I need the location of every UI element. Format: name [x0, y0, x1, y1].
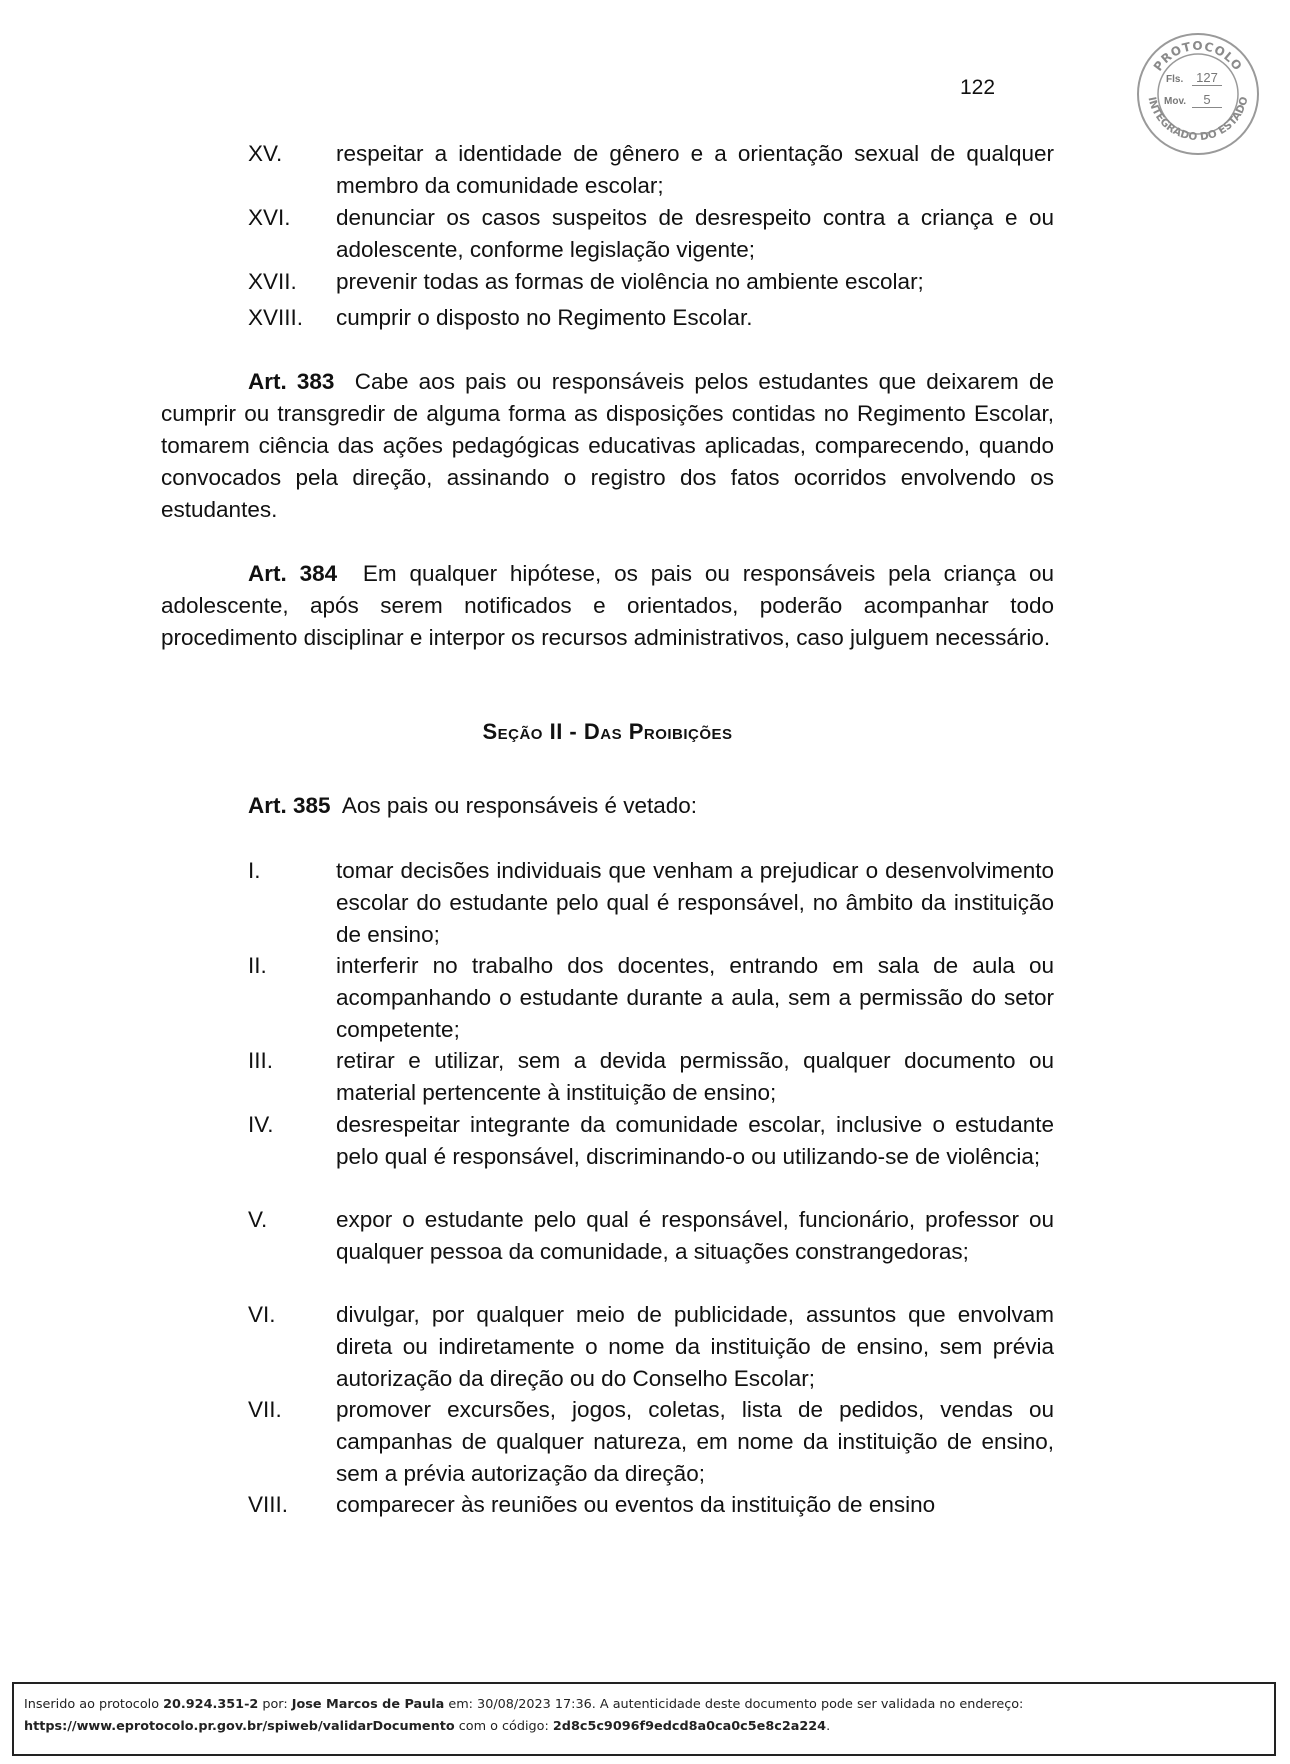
stamp-top-text: PROTOCOLO	[1150, 39, 1246, 74]
list-item	[248, 1489, 1054, 1521]
item-number: I.	[248, 858, 261, 883]
item-text: interferir no trabalho dos docentes, entrando em sala de aula ou acompanhando o estudante durante a aula, sem a permissão do setor competente;	[336, 953, 1054, 1042]
validation-code: 2d8c5c9096f9edcd8a0ca0c5e8c2a224	[552, 1719, 827, 1734]
item-number: VIII.	[248, 1492, 289, 1517]
stamp-fls-label: Fls.	[1166, 74, 1184, 85]
list-item	[248, 138, 1054, 202]
stamp-mov-value: 5	[1192, 92, 1222, 108]
list-item	[248, 1109, 1054, 1173]
protocol-stamp	[1136, 32, 1260, 156]
list-item	[248, 1299, 1054, 1395]
article-384	[161, 558, 1054, 654]
section-title: Seção II - Das Proibições	[482, 719, 733, 744]
validation-url[interactable]: https://www.eprotocolo.pr.gov.br/spiweb/validarDocumento	[24, 1719, 455, 1734]
article-label: Art. 385	[248, 793, 331, 818]
item-number: VI.	[248, 1302, 276, 1327]
article-label: Art. 383	[248, 369, 335, 394]
list-item	[248, 266, 1054, 298]
item-number: III.	[248, 1048, 274, 1073]
footer-text: Inserido ao protocolo	[24, 1697, 164, 1712]
item-text: retirar e utilizar, sem a devida permissão, qualquer documento ou material pertencente à instituição de ensino;	[336, 1048, 1054, 1105]
item-number: XVI.	[248, 205, 291, 230]
list-item	[248, 950, 1054, 1046]
stamp-bottom-text: INTEGRADO DO ESTADO	[1145, 95, 1251, 144]
item-number: V.	[248, 1207, 268, 1232]
item-text: divulgar, por qualquer meio de publicidade, assuntos que envolvam direta ou indiretamente o nome da instituição de ensino, sem prévia autorização da direção ou do Conselho Escolar;	[336, 1302, 1054, 1391]
article-label: Art. 384	[248, 561, 338, 586]
footer-text: por:	[258, 1697, 292, 1712]
list-item	[248, 1045, 1054, 1109]
stamp-fls-value: 127	[1192, 70, 1222, 86]
protocol-number: 20.924.351-2	[163, 1697, 259, 1712]
footer-text: com o código:	[454, 1719, 553, 1734]
item-number: IV.	[248, 1112, 274, 1137]
item-number: XVIII.	[248, 305, 304, 330]
footer-text: em: 30/08/2023 17:36. A autenticidade deste documento pode ser validada no endereço:	[444, 1697, 1024, 1712]
item-text: expor o estudante pelo qual é responsável, funcionário, professor ou qualquer pessoa da comunidade, a situações constrangedoras;	[336, 1207, 1054, 1264]
authentication-footer	[12, 1682, 1276, 1756]
item-text: promover excursões, jogos, coletas, lista de pedidos, vendas ou campanhas de qualquer natureza, em nome da instituição de ensino, sem a prévia autorização da direção;	[336, 1397, 1054, 1486]
list-item	[248, 1394, 1054, 1490]
list-item	[248, 1204, 1054, 1268]
article-text: Em qualquer hipótese, os pais ou responsáveis pela criança ou adolescente, após serem notificados e orientados, poderão acompanhar todo procedimento disciplinar e interpor os recursos administrativos, caso julguem necessário.	[161, 561, 1054, 650]
footer-text: .	[826, 1719, 831, 1734]
item-number: XVII.	[248, 269, 297, 294]
item-text: denunciar os casos suspeitos de desrespeito contra a criança e ou adolescente, conforme legislação vigente;	[336, 205, 1054, 262]
item-text: cumprir o disposto no Regimento Escolar.	[336, 305, 753, 330]
item-text: desrespeitar integrante da comunidade escolar, inclusive o estudante pelo qual é responsável, discriminando-o ou utilizando-se de violência;	[336, 1112, 1054, 1169]
author-name: Jose Marcos de Paula	[291, 1697, 445, 1712]
article-383	[161, 366, 1054, 526]
item-number: XV.	[248, 141, 283, 166]
item-number: II.	[248, 953, 267, 978]
list-item	[248, 202, 1054, 266]
page-number: 122	[960, 76, 996, 99]
stamp-mov-label: Mov.	[1164, 96, 1187, 107]
article-text: Cabe aos pais ou responsáveis pelos estudantes que deixarem de cumprir ou transgredir de alguma forma as disposições contidas no Regimento Escolar, tomarem ciência das ações pedagógicas educativas aplicadas, comparecendo, quando convocados pela direção, assinando o registro dos fatos ocorridos envolvendo os estudantes.	[161, 369, 1054, 522]
article-text: Aos pais ou responsáveis é vetado:	[341, 793, 698, 818]
list-item	[248, 302, 1054, 334]
list-item	[248, 855, 1054, 951]
item-text: respeitar a identidade de gênero e a orientação sexual de qualquer membro da comunidade escolar;	[336, 141, 1054, 198]
item-text: prevenir todas as formas de violência no ambiente escolar;	[336, 269, 924, 294]
item-text: comparecer às reuniões ou eventos da instituição de ensino	[336, 1492, 936, 1517]
item-text: tomar decisões individuais que venham a prejudicar o desenvolvimento escolar do estudante pelo qual é responsável, no âmbito da instituição de ensino;	[336, 858, 1054, 947]
item-number: VII.	[248, 1397, 282, 1422]
article-385	[248, 790, 697, 822]
